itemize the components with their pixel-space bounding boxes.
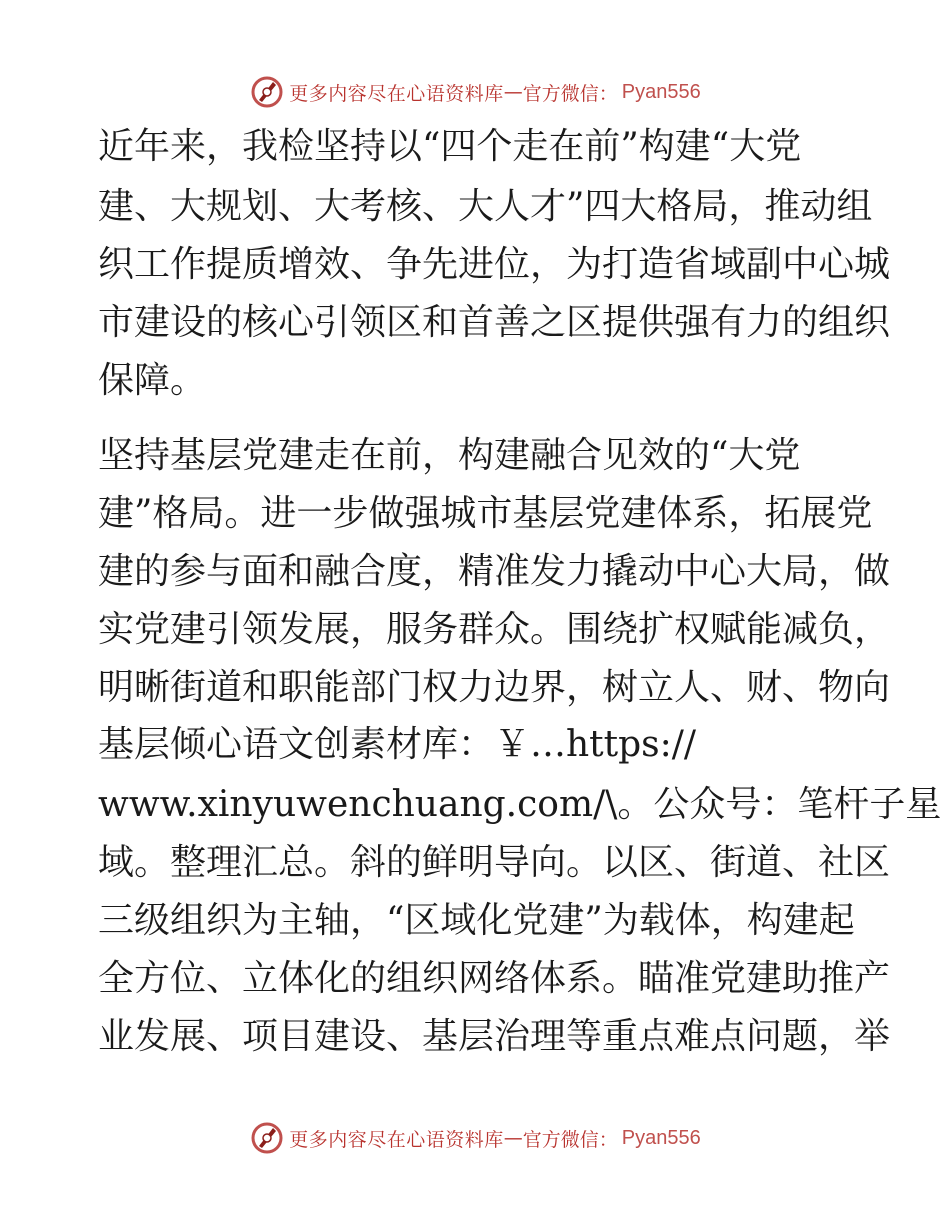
text-line: 实党建引领发展，服务群众。围绕扩权赋能减负， [98, 609, 891, 650]
banner-label: 官方微信： [522, 82, 618, 105]
footer-watermark-banner [0, 1118, 950, 1158]
banner-text: 更多内容尽在心语资料库 [289, 1128, 504, 1151]
text-line: 域。整理汇总。斜的鲜明导向。以区、街道、社区 [98, 842, 891, 883]
banner-separator: — [503, 1127, 523, 1149]
text-line: www.xinyuwenchuang.com/\。公众号：笔杆子星 [98, 784, 942, 825]
text-line: 近年来，我检坚持以“四个走在前”构建“大党 [98, 126, 802, 167]
banner-label: 官方微信： [522, 1128, 618, 1151]
text-line: 三级组织为主轴，“区域化党建”为载体，构建起 [98, 900, 855, 941]
text-line: 建、大规划、大考核、大人才”四大格局，推动组 [98, 186, 873, 227]
banner-separator: — [503, 81, 523, 103]
banner-wechat-id: Pyan556 [621, 80, 701, 103]
text-line: 建”格局。进一步做强城市基层党建体系，拓展党 [98, 493, 873, 534]
text-line: 业发展、项目建设、基层治理等重点难点问题，举 [98, 1016, 891, 1057]
text-line: 坚持基层党建走在前，构建融合见效的“大党 [98, 435, 801, 476]
banner-text: 更多内容尽在心语资料库 [289, 82, 504, 105]
text-line: 明晰街道和职能部门权力边界，树立人、财、物向 [98, 667, 891, 708]
text-line: 全方位、立体化的组织网络体系。瞄准党建助推产 [98, 958, 891, 999]
banner-wechat-id: Pyan556 [621, 1126, 701, 1149]
feather-pen-logo-icon [249, 1120, 285, 1156]
header-watermark-banner [0, 72, 950, 112]
feather-pen-logo-icon [249, 74, 285, 110]
text-line: 基层倾心语文创素材库：￥…https:// [98, 724, 697, 765]
text-line: 市建设的核心引领区和首善之区提供强有力的组织 [98, 302, 891, 343]
text-line: 建的参与面和融合度，精准发力撬动中心大局，做 [98, 551, 891, 592]
text-line: 织工作提质增效、争先进位，为打造省域副中心城 [98, 244, 891, 285]
text-line: 保障。 [98, 360, 207, 401]
